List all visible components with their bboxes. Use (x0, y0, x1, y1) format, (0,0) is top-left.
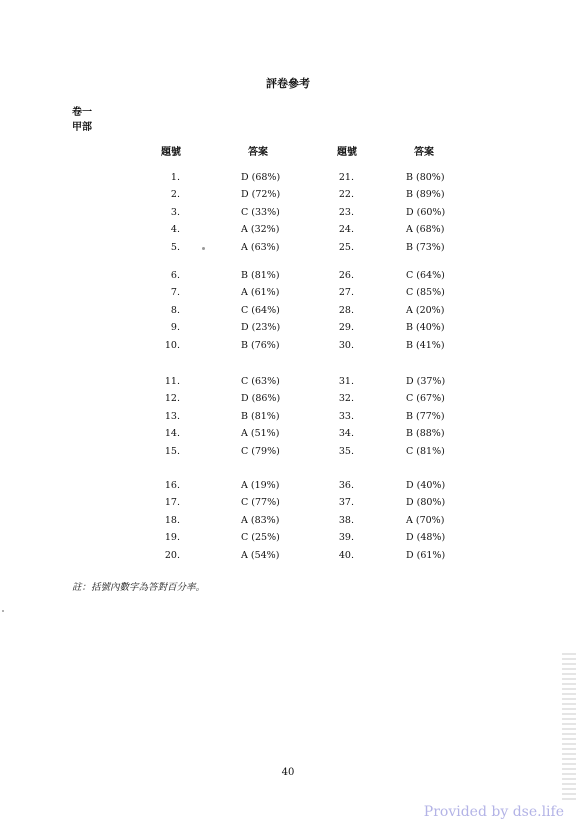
answer-value: B (40%) (406, 322, 445, 334)
answer-value: B (81%) (241, 410, 280, 422)
scan-edge-noise (562, 650, 576, 800)
question-number: 11. (164, 376, 180, 387)
answer-value: C (79%) (241, 445, 280, 457)
answer-value: D (68%) (241, 172, 281, 183)
answer-value: D (48%) (406, 532, 446, 544)
question-number: 26. (338, 270, 354, 281)
question-number: 21. (338, 172, 354, 183)
answer-value: B (73%) (406, 241, 445, 253)
answer-value: A (54%) (241, 549, 280, 561)
question-number: 29. (338, 322, 354, 334)
question-number: 3. (170, 206, 180, 218)
answer-value: C (25%) (241, 532, 280, 544)
question-number: 24. (338, 224, 354, 236)
question-number: 28. (338, 304, 354, 316)
answer-value: D (86%) (241, 393, 281, 405)
answer-value: D (80%) (406, 497, 446, 509)
scan-speck (202, 247, 205, 250)
question-number: 35. (338, 445, 354, 457)
question-number: 20. (164, 549, 180, 561)
question-number: 34. (338, 428, 354, 440)
question-number: 7. (170, 287, 180, 299)
question-number: 4. (170, 224, 180, 236)
question-number: 23. (338, 206, 354, 218)
question-number: 6. (170, 270, 180, 281)
answer-value: A (70%) (406, 514, 445, 526)
question-number: 13. (164, 410, 180, 422)
question-number: 15. (164, 445, 180, 457)
answer-value: D (72%) (241, 189, 281, 201)
answer-value: B (76%) (241, 339, 280, 351)
answer-value: C (77%) (241, 497, 280, 509)
question-number: 17. (164, 497, 180, 509)
question-number: 37. (338, 497, 354, 509)
question-number: 25. (338, 241, 354, 253)
scan-speck (2, 610, 4, 612)
answer-value: A (68%) (406, 224, 445, 236)
question-number: 2. (170, 189, 180, 201)
page-number: 40 (281, 767, 295, 778)
question-number: 30. (338, 339, 354, 351)
question-number: 14. (164, 428, 180, 440)
question-number: 12. (164, 393, 180, 405)
answer-value: D (37%) (406, 376, 446, 387)
answer-value: B (41%) (406, 339, 445, 351)
question-number: 18. (164, 514, 180, 526)
answer-value: A (51%) (241, 428, 280, 440)
answer-value: B (81%) (241, 270, 280, 281)
answer-value: C (63%) (241, 376, 280, 387)
question-number: 39. (338, 532, 354, 544)
answer-value: B (80%) (406, 172, 445, 183)
column-header-answer-right: 答案 (414, 147, 434, 158)
document-title: 評卷參考 (266, 77, 310, 90)
column-header-question-right: 題號 (337, 147, 357, 158)
question-number: 38. (338, 514, 354, 526)
column-header-question-left: 題號 (161, 147, 181, 158)
answer-value: B (77%) (406, 410, 445, 422)
question-number: 1. (170, 172, 180, 183)
watermark: Provided by dse.life (423, 804, 564, 820)
question-number: 33. (338, 410, 354, 422)
question-number: 16. (164, 480, 180, 491)
answer-value: A (20%) (406, 304, 445, 316)
answer-value: C (33%) (241, 206, 280, 218)
question-number: 5. (170, 241, 180, 253)
answer-value: B (88%) (406, 428, 445, 440)
question-number: 19. (164, 532, 180, 544)
answer-value: D (23%) (241, 322, 281, 334)
answer-value: C (64%) (241, 304, 280, 316)
question-number: 31. (338, 376, 354, 387)
section-label: 甲部 (72, 122, 92, 133)
question-number: 27. (338, 287, 354, 299)
answer-value: C (85%) (406, 287, 445, 299)
question-number: 9. (170, 322, 180, 334)
answer-value: C (81%) (406, 445, 445, 457)
answer-value: A (32%) (241, 224, 280, 236)
answer-value: A (83%) (241, 514, 280, 526)
answer-value: D (60%) (406, 206, 446, 218)
question-number: 40. (338, 549, 354, 561)
answer-value: A (19%) (241, 480, 280, 491)
column-header-answer-left: 答案 (248, 147, 268, 158)
question-number: 10. (164, 339, 180, 351)
answer-value: A (63%) (241, 241, 280, 253)
question-number: 32. (338, 393, 354, 405)
answer-value: C (64%) (406, 270, 445, 281)
answer-value: B (89%) (406, 189, 445, 201)
paper-label: 卷一 (72, 107, 92, 118)
question-number: 8. (170, 304, 180, 316)
answer-value: A (61%) (241, 287, 280, 299)
answer-value: D (61%) (406, 549, 446, 561)
question-number: 22. (338, 189, 354, 201)
answer-value: C (67%) (406, 393, 445, 405)
question-number: 36. (338, 480, 354, 491)
answer-value: D (40%) (406, 480, 446, 491)
footnote: 註：括號內數字為答對百分率。 (72, 582, 206, 593)
